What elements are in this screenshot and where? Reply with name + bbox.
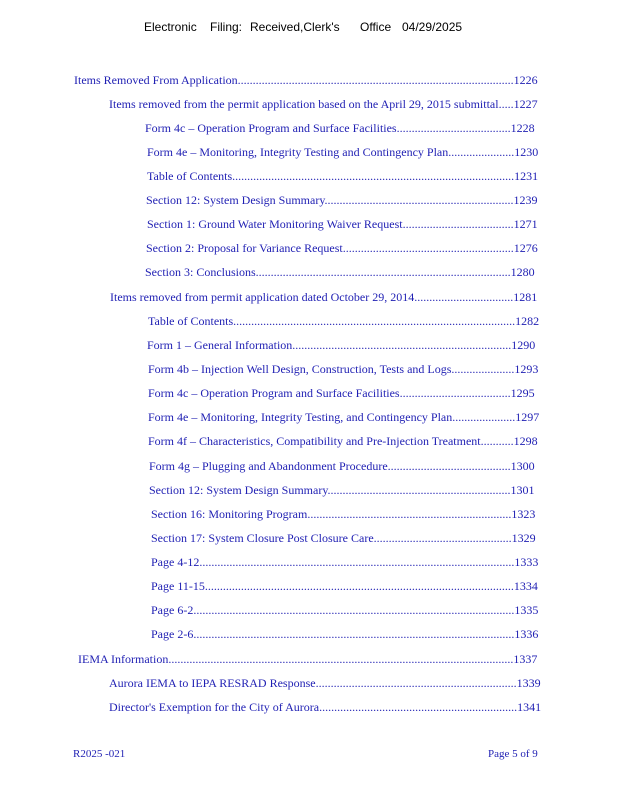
toc-entry[interactable] <box>148 361 543 377</box>
toc-entry-page: 1341 <box>517 700 542 714</box>
toc-entry-page: 1333 <box>514 555 539 569</box>
toc-entry-title: Form 4c – Operation Program and Surface Facilities <box>148 386 400 400</box>
dot-leader: ............................................................... <box>324 193 514 207</box>
dot-leader: ..................... <box>452 410 516 424</box>
toc-entry[interactable] <box>146 240 541 256</box>
dot-leader: ......................................................... <box>342 241 514 255</box>
toc-entry[interactable] <box>148 385 539 401</box>
dot-leader: ................................. <box>414 290 514 304</box>
toc-entry-page: 1228 <box>510 121 535 135</box>
dot-leader: .............................................................................................. <box>233 314 516 328</box>
toc-entry-page: 1339 <box>516 676 541 690</box>
toc-entry-page: 1276 <box>513 241 538 255</box>
toc-entry-page: 1300 <box>510 459 535 473</box>
dot-leader: ..................................................................................... <box>255 265 511 279</box>
header-word-5: 04/29/2025 <box>402 20 463 34</box>
header-word-4: Office <box>360 20 392 34</box>
toc-entry[interactable] <box>148 433 543 449</box>
toc-entry-title: IEMA Information <box>78 652 169 666</box>
toc-entry-page: 1239 <box>513 193 538 207</box>
dot-leader: ................................................................... <box>315 676 517 690</box>
toc-entry-title: Form 4e – Monitoring, Integrity Testing, and Contingency Plan <box>148 410 453 424</box>
toc-entry-page: 1301 <box>510 483 535 497</box>
toc-entry-page: 1281 <box>513 290 538 304</box>
toc-entry[interactable] <box>149 482 540 498</box>
toc-entry-title: Page 6-2 <box>151 603 194 617</box>
toc-entry-title: Items removed from permit application dated October 29, 2014 <box>110 290 415 304</box>
toc-entry[interactable] <box>151 602 542 618</box>
toc-entry-page: 1298 <box>513 434 538 448</box>
toc-entry[interactable] <box>151 530 541 546</box>
toc-entry-page: 1280 <box>510 265 535 279</box>
toc-entry-title: Section 3: Conclusions <box>145 265 256 279</box>
toc-entry-page: 1337 <box>513 652 538 666</box>
dot-leader: ........................................................................................................... <box>193 627 515 641</box>
toc-entry[interactable] <box>109 675 546 691</box>
docket-number: R2025 -021 <box>73 748 126 760</box>
toc-entry-page: 1230 <box>514 145 539 159</box>
toc-entry-title: Items removed from the permit application based on the April 29, 2015 submittal <box>109 97 499 111</box>
toc-entry[interactable] <box>78 651 542 667</box>
toc-entry-title: Form 4g – Plugging and Abandonment Procedure <box>149 459 388 473</box>
dot-leader: .................................................................. <box>319 700 518 714</box>
toc-entry[interactable] <box>109 699 544 715</box>
toc-entry-page: 1323 <box>511 507 536 521</box>
toc-entry[interactable] <box>151 506 539 522</box>
toc-entry-page: 1231 <box>514 169 539 183</box>
toc-entry-page: 1295 <box>510 386 535 400</box>
toc-entry-title: Table of Contents <box>147 169 233 183</box>
dot-leader: ..................... <box>451 362 515 376</box>
toc-entry[interactable] <box>148 313 543 329</box>
toc-entry-page: 1271 <box>513 217 538 231</box>
toc-entry[interactable] <box>145 120 539 136</box>
dot-leader: ......................................... <box>387 459 511 473</box>
toc-entry-page: 1335 <box>514 603 539 617</box>
dot-leader: ..................................... <box>402 217 514 231</box>
dot-leader: .............................................................................................. <box>232 169 515 183</box>
toc-entry[interactable] <box>147 337 540 353</box>
toc-entry[interactable] <box>151 554 543 570</box>
toc-entry-title: Section 1: Ground Water Monitoring Waiver Request <box>147 217 403 231</box>
dot-leader: .................................................................... <box>307 507 512 521</box>
dot-leader: ..................................... <box>399 386 511 400</box>
toc-entry[interactable] <box>109 96 543 112</box>
toc-entry-title: Table of Contents <box>148 314 234 328</box>
page-number: Page 5 of 9 <box>488 748 538 760</box>
toc-entry-title: Page 4-12 <box>151 555 200 569</box>
header-word-3: Received,Clerk's <box>250 20 340 34</box>
toc-entry-title: Page 2-6 <box>151 627 194 641</box>
toc-entry[interactable] <box>110 289 541 305</box>
toc-entry-page: 1329 <box>511 531 536 545</box>
toc-entry-page: 1334 <box>513 579 538 593</box>
toc-entry[interactable] <box>148 409 543 425</box>
toc-entry[interactable] <box>147 216 541 232</box>
toc-entry-title: Section 2: Proposal for Variance Request <box>146 241 343 255</box>
toc-entry[interactable] <box>146 192 541 208</box>
toc-entry-title: Aurora IEMA to IEPA RESRAD Response <box>109 676 316 690</box>
toc-entry-page: 1227 <box>513 97 538 111</box>
dot-leader: ...................... <box>448 145 515 159</box>
toc-entry[interactable] <box>74 72 543 88</box>
header-word-1: Electronic <box>144 20 197 34</box>
toc-entry-page: 1282 <box>515 314 540 328</box>
toc-entry-title: Director's Exemption for the City of Aurora <box>109 700 320 714</box>
toc-entry[interactable] <box>147 144 543 160</box>
toc-entry-title: Section 16: Monitoring Program <box>151 507 308 521</box>
toc-entry[interactable] <box>147 168 543 184</box>
toc-entry-title: Section 17: System Closure Post Closure Care <box>151 531 374 545</box>
toc-entry-title: Form 4f – Characteristics, Compatibility and Pre-Injection Treatment <box>148 434 481 448</box>
toc-entry-title: Form 4e – Monitoring, Integrity Testing and Contingency Plan <box>147 145 449 159</box>
toc-entry-page: 1290 <box>511 338 536 352</box>
dot-leader: ................................................................................................................... <box>168 652 514 666</box>
toc-entry-title: Form 1 – General Information <box>147 338 293 352</box>
dot-leader: ......................................................................... <box>292 338 512 352</box>
toc-entry-title: Items Removed From Application <box>74 73 238 87</box>
dot-leader: ........................................................................................................... <box>193 603 515 617</box>
toc-entry-title: Form 4b – Injection Well Design, Construction, Tests and Logs <box>148 362 452 376</box>
dot-leader: ......................................................................................................... <box>199 555 515 569</box>
header-word-2: Filing: <box>210 20 243 34</box>
toc-entry[interactable] <box>151 626 542 642</box>
toc-entry[interactable] <box>149 458 539 474</box>
dot-leader: ............................................................................................ <box>237 73 514 87</box>
toc-entry-title: Form 4c – Operation Program and Surface Facilities <box>145 121 397 135</box>
toc-entry[interactable] <box>151 578 543 594</box>
dot-leader: ...................................... <box>396 121 511 135</box>
toc-entry-page: 1297 <box>515 410 540 424</box>
toc-entry-title: Page 11-15 <box>151 579 205 593</box>
toc-entry-page: 1293 <box>514 362 539 376</box>
toc-entry[interactable] <box>145 264 540 280</box>
dot-leader: ..... <box>498 97 514 111</box>
toc-entry-page: 1336 <box>514 627 539 641</box>
dot-leader: ............................................................. <box>327 483 511 497</box>
dot-leader: ....................................................................................................... <box>204 579 514 593</box>
toc-entry-title: Section 12: System Design Summary <box>146 193 325 207</box>
dot-leader: .............................................. <box>373 531 512 545</box>
toc-entry-page: 1226 <box>513 73 538 87</box>
toc-entry-title: Section 12: System Design Summary <box>149 483 328 497</box>
dot-leader: ........... <box>480 434 514 448</box>
